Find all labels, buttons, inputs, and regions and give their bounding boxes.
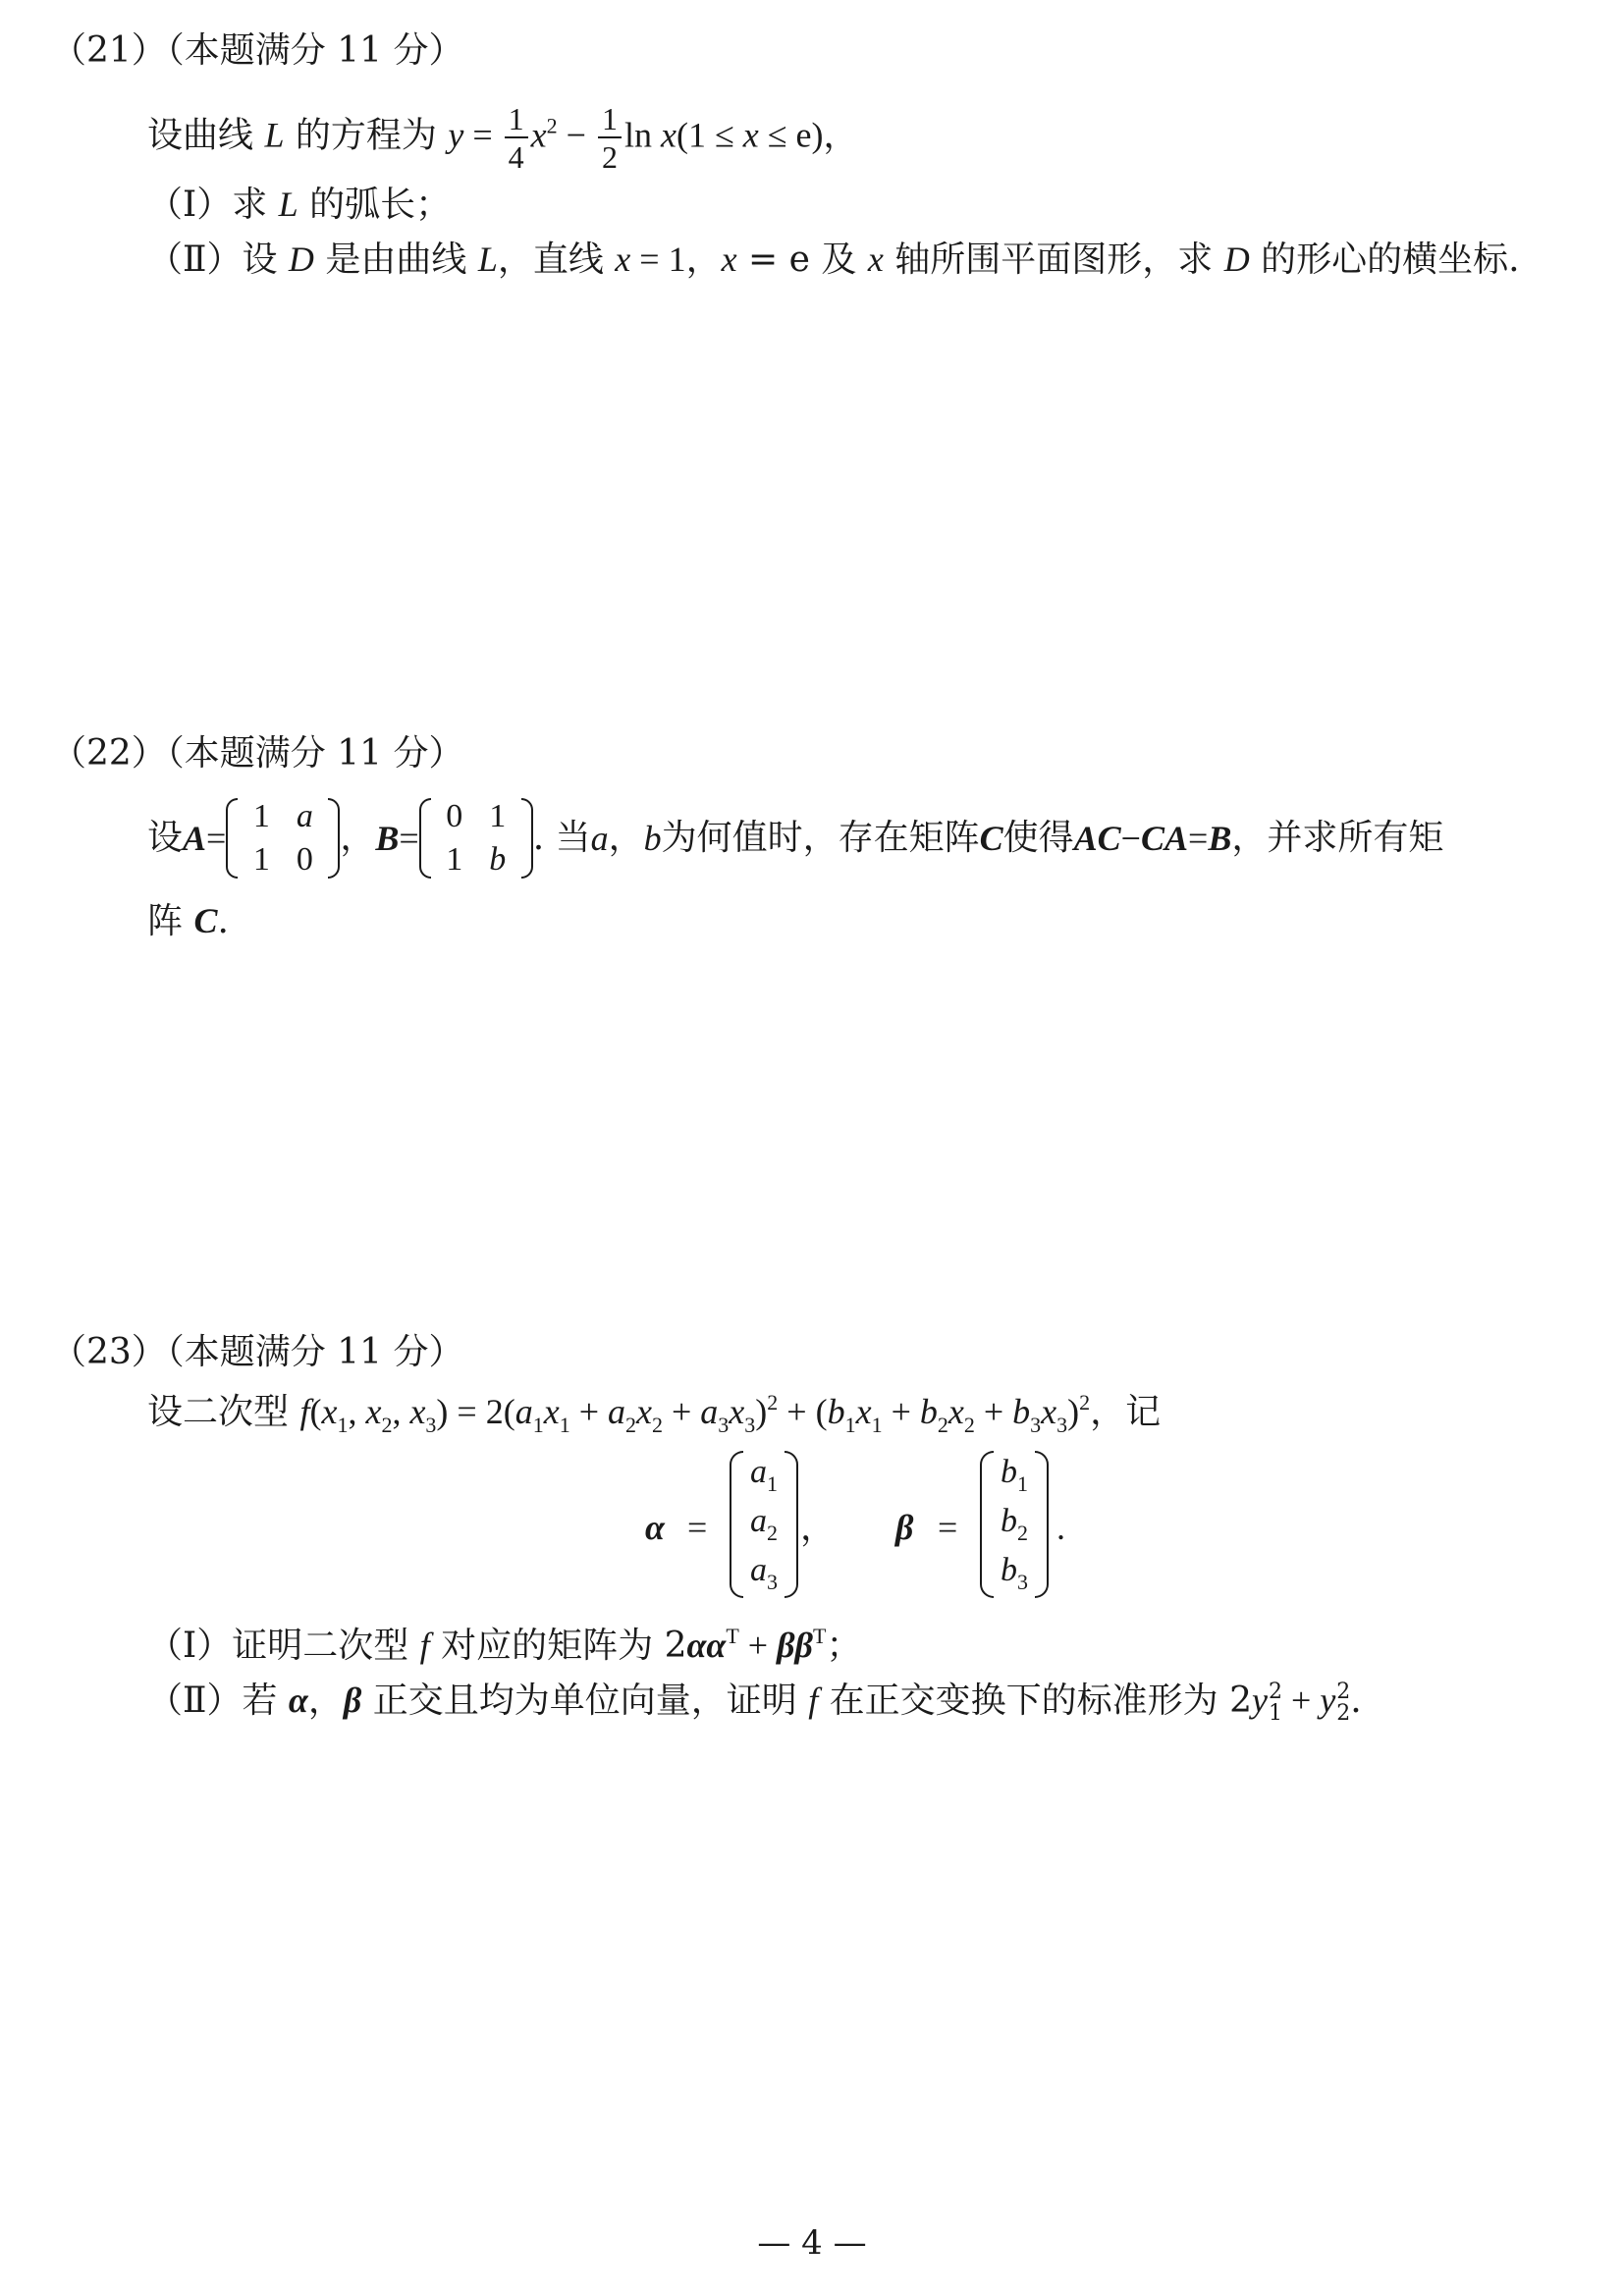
q23-subscript: 1 [559,1413,570,1437]
q23-plus: + [882,1392,920,1431]
q23-y2-indices [1336,1682,1350,1725]
beta-symbol: β [895,1508,914,1547]
part-text: 正交且均为单位向量，证明 [361,1681,809,1721]
q21-cond: ≤ e)， [758,115,859,155]
q22-eq: = [399,819,419,858]
vector-subscript: 1 [767,1471,778,1496]
q21-var-y: y [448,115,464,155]
matrix-C-symbol: C [979,819,1003,858]
q23-exponent: 2 [1336,1680,1351,1704]
q23-subscript: 3 [1056,1413,1068,1437]
q21-text: 的方程为 [284,115,449,156]
q23-var: x [409,1392,426,1431]
matrix-C-symbol: C [193,901,218,940]
q23-var-y: y [1320,1681,1336,1720]
q23-exponent: 2 [1079,1390,1091,1415]
q22-text: 使得 [1002,818,1074,858]
part-text: = e 及 [736,240,868,280]
q23-plus: + [738,1626,778,1665]
q23-coef: b [1012,1392,1031,1431]
part-label: （Ⅰ）证明二次型 [147,1626,420,1666]
matrix-entry: 0 [446,798,463,834]
q23-paren: ) [755,1392,768,1431]
q22-product-AC: AC [1073,819,1121,858]
q21-part2 [147,241,1520,278]
vector-subscript: 2 [767,1521,778,1545]
q23-subscript: 2 [937,1413,948,1437]
vector-entry [980,1552,1049,1595]
q23-var: x [855,1392,872,1431]
vector-subscript: 2 [1017,1521,1028,1545]
q23-var: x [947,1392,964,1431]
part-text: ， [307,1681,344,1721]
q21-var-x: x [615,240,631,279]
q21-part1 [147,187,451,223]
q21-region-D: D [1223,240,1250,279]
q23-subscript: 2 [1336,1701,1351,1726]
q23-subscript: 2 [651,1413,663,1437]
matrix-entry: 1 [446,841,463,878]
q23-subscript: 1 [871,1413,883,1437]
part-text: = 1， [630,240,722,279]
vector-entry [980,1503,1049,1546]
q21-var-x: x [742,115,759,155]
q22-text: 设 [147,818,184,858]
matrix-entry: a [296,798,313,834]
q21-statement [147,103,858,173]
q22-product-CA: CA [1140,819,1189,858]
q21-ln: ln [623,115,661,155]
matrix-B-symbol: B [375,819,400,858]
q23-subscript: 3 [1030,1413,1042,1437]
vector-var: a [750,1552,767,1588]
q23-paren: ( [309,1392,322,1431]
q22-text: . 当 [532,818,591,858]
part-text: 对应的矩阵为 2 [429,1626,687,1666]
q23-coef: a [608,1392,625,1431]
frac-denominator: 2 [601,139,618,175]
q23-subscript: 1 [532,1413,544,1437]
beta-beta: ββ [777,1626,813,1665]
vector-var: b [1001,1552,1017,1588]
q22-statement-line2 [147,903,229,939]
q23-var: x [636,1392,652,1431]
q23-var: x [543,1392,560,1431]
q23-subscript: 3 [718,1413,730,1437]
part-text: ； [826,1626,862,1666]
q23-quadratic-form [147,1392,1161,1436]
q22-var-b: b [643,819,662,858]
vector-subscript: 1 [1017,1471,1028,1496]
q21-exponent: 2 [546,113,558,138]
alpha-symbol: α [645,1508,665,1547]
transpose-mark: T [812,1624,827,1648]
page-number: — 4 — [757,2223,867,2263]
vector-entry [730,1552,798,1595]
q22-eq: = [206,819,227,858]
q23-comma: , [392,1392,410,1431]
q21-var-x: x [660,115,677,155]
q22-text: 为何值时，存在矩阵 [661,818,980,858]
alpha-symbol: α [288,1681,308,1720]
q22-text: ， [608,818,644,858]
vector-var: b [1001,1503,1017,1539]
q23-text: + ( [778,1392,828,1431]
alpha-vector [730,1451,798,1598]
vector-entry [730,1503,798,1546]
vector-subscript: 3 [1017,1570,1028,1594]
q23-subscript: 2 [625,1413,636,1437]
q21-minus: − [557,115,595,155]
q23-part2 [147,1682,1362,1725]
vector-var: b [1001,1454,1017,1490]
q23-var: x [321,1392,338,1431]
beta-vector [980,1451,1049,1598]
q21-curve-L: L [477,240,498,279]
frac-numerator: 1 [598,103,622,138]
part-label: （Ⅱ）若 [147,1681,289,1721]
q21-text: 设曲线 [147,115,265,156]
beta-eq: = [938,1508,958,1547]
q23-text: ，记 [1090,1392,1162,1432]
q21-eq: = [463,115,502,155]
part-text: 在正交变换下的标准形为 2 [818,1681,1253,1721]
q23-plus: + [974,1392,1013,1431]
frac-denominator: 4 [508,139,524,175]
matrix-A [226,798,340,879]
q23-coef: b [827,1392,845,1431]
q21-header: （21）（本题满分 11 分） [51,30,464,71]
matrix-entry: 1 [252,798,270,834]
q23-func-f: f [419,1626,430,1665]
vector-var: a [750,1503,767,1539]
q21-curve-L: L [264,115,285,155]
matrix-B [419,798,533,879]
q23-var: x [729,1392,745,1431]
part-text: ，直线 [497,240,616,280]
q22-text: . [217,901,229,941]
q23-paren: ) [1067,1392,1080,1431]
matrix-entry: 1 [252,841,270,878]
q21-cond: (1 ≤ [676,115,743,155]
q22-minus: − [1120,819,1141,858]
vector-entry [730,1454,798,1497]
q23-subscript: 1 [844,1413,856,1437]
q23-var-y: y [1252,1681,1268,1720]
frac-numerator: 1 [505,103,528,138]
part-text: 是由曲线 [313,240,478,280]
q23-var: x [365,1392,382,1431]
beta-symbol: β [343,1681,362,1720]
q23-func-f: f [808,1681,819,1720]
transpose-mark: T [726,1624,739,1648]
alpha-alpha: αα [686,1626,727,1665]
q21-region-D: D [288,240,314,279]
q21-frac-quarter [505,103,528,173]
matrix-B-symbol: B [1208,819,1232,858]
q23-coef: a [700,1392,719,1431]
q21-var-x: x [530,115,547,155]
vector-subscript: 3 [767,1570,778,1594]
q22-header: （22）（本题满分 11 分） [51,733,464,774]
q23-subscript: 2 [963,1413,975,1437]
q23-subscript: 1 [1269,1701,1282,1726]
q23-exponent: 2 [1269,1680,1282,1704]
q22-text: ，并求所有矩 [1231,818,1444,858]
part-label: （Ⅱ）设 [147,240,289,280]
part-label: （Ⅰ）求 [147,185,279,225]
q23-header: （23）（本题满分 11 分） [51,1332,464,1372]
q23-subscript: 3 [425,1413,437,1437]
q23-subscript: 1 [337,1413,349,1437]
alpha-comma: ， [800,1508,837,1547]
q23-part1 [147,1626,861,1664]
q23-subscript: 2 [381,1413,393,1437]
q21-var-x: x [867,240,884,279]
vector-entry [980,1454,1049,1497]
q23-coef: a [514,1392,533,1431]
alpha-eq: = [687,1508,708,1547]
q23-subscript: 3 [744,1413,756,1437]
q23-y1-indices [1269,1682,1282,1725]
part-text: . [1350,1681,1362,1721]
q22-eq: = [1188,819,1209,858]
q21-var-x: x [721,240,737,279]
q21-curve-L: L [278,185,298,224]
q23-text: ) = 2( [436,1392,515,1431]
matrix-entry: b [489,841,507,878]
q23-coef: b [919,1392,938,1431]
part-text: 的形心的横坐标. [1249,240,1520,280]
q22-var-a: a [590,819,609,858]
q22-text: 阵 [147,901,194,941]
q22-statement [147,793,1443,883]
q23-exponent: 2 [767,1390,779,1415]
beta-period: . [1056,1508,1065,1547]
q23-var: x [1041,1392,1057,1431]
matrix-entry: 1 [489,798,507,834]
q23-text: 设二次型 [147,1392,300,1432]
q22-text: ， [340,818,376,858]
q23-plus: + [662,1392,701,1431]
q23-plus: + [1282,1681,1321,1720]
part-text: 的弧长； [298,185,452,225]
matrix-entry: 0 [296,841,313,878]
part-text: 轴所围平面图形，求 [883,240,1224,280]
q23-func-f: f [299,1392,310,1431]
q23-comma: , [348,1392,366,1431]
matrix-A-symbol: A [183,819,207,858]
q21-frac-half [598,103,622,173]
vector-var: a [750,1454,767,1490]
q23-plus: + [569,1392,608,1431]
